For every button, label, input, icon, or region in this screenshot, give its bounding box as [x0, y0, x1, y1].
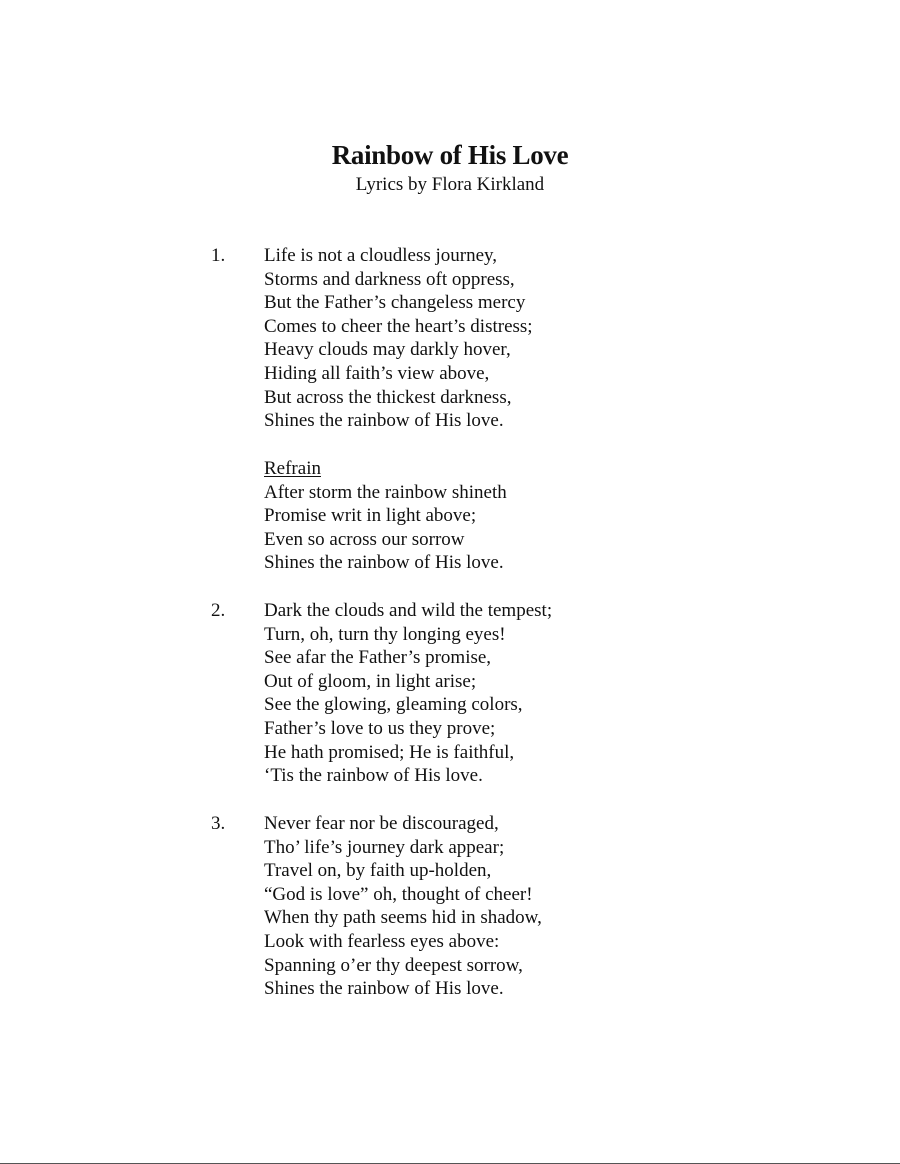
- verse-line: Hiding all faith’s view above,: [264, 362, 490, 384]
- verse-line: Spanning o’er thy deepest sorrow,: [264, 954, 523, 976]
- verse-line: Life is not a cloudless journey,: [264, 245, 498, 266]
- verse-lines: [264, 599, 684, 788]
- verse-line: Travel on, by faith up-holden,: [264, 860, 492, 882]
- refrain-line: Promise writ in light above;: [264, 505, 477, 527]
- verse-line: Tho’ life’s journey dark appear;: [264, 836, 505, 858]
- refrain-lines: [264, 457, 684, 575]
- verse-line: But across the thickest darkness,: [264, 386, 512, 408]
- verse-line: ‘Tis the rainbow of His love.: [264, 765, 483, 787]
- verse-line: Storms and darkness oft oppress,: [264, 268, 515, 290]
- verse-lines: [264, 812, 684, 1001]
- verse-line: Comes to cheer the heart’s distress;: [264, 315, 533, 337]
- refrain-heading: Refrain: [264, 458, 321, 479]
- refrain-line: Shines the rainbow of His love.: [264, 552, 504, 574]
- refrain-line: Even so across our sorrow: [264, 528, 465, 550]
- verse-line: He hath promised; He is faithful,: [264, 741, 515, 763]
- verse-line: Look with fearless eyes above:: [264, 930, 500, 952]
- verse-number: 2.: [211, 600, 226, 621]
- verse-lines: [264, 244, 684, 433]
- verse-line: See afar the Father’s promise,: [264, 647, 492, 669]
- verse-line: When thy path seems hid in shadow,: [264, 907, 542, 929]
- verse-line: “God is love” oh, thought of cheer!: [264, 883, 533, 905]
- verse-number: 3.: [211, 813, 226, 834]
- verse-line: Dark the clouds and wild the tempest;: [264, 600, 553, 621]
- verse-line: Shines the rainbow of His love.: [264, 978, 504, 1000]
- refrain-line: After storm the rainbow shineth: [264, 481, 507, 503]
- page-subtitle: Lyrics by Flora Kirkland: [355, 174, 545, 195]
- verse-number: 1.: [211, 245, 226, 266]
- verse-line: Turn, oh, turn thy longing eyes!: [264, 623, 506, 645]
- verse-line: See the glowing, gleaming colors,: [264, 694, 523, 716]
- verse-line: But the Father’s changeless mercy: [264, 292, 526, 314]
- verse-line: Shines the rainbow of His love.: [264, 410, 504, 432]
- page-title: Rainbow of His Love: [331, 140, 569, 170]
- verse-line: Never fear nor be discouraged,: [264, 813, 499, 834]
- verse-line: Out of gloom, in light arise;: [264, 670, 477, 692]
- verse-line: Heavy clouds may darkly hover,: [264, 339, 511, 361]
- verse-line: Father’s love to us they prove;: [264, 717, 496, 739]
